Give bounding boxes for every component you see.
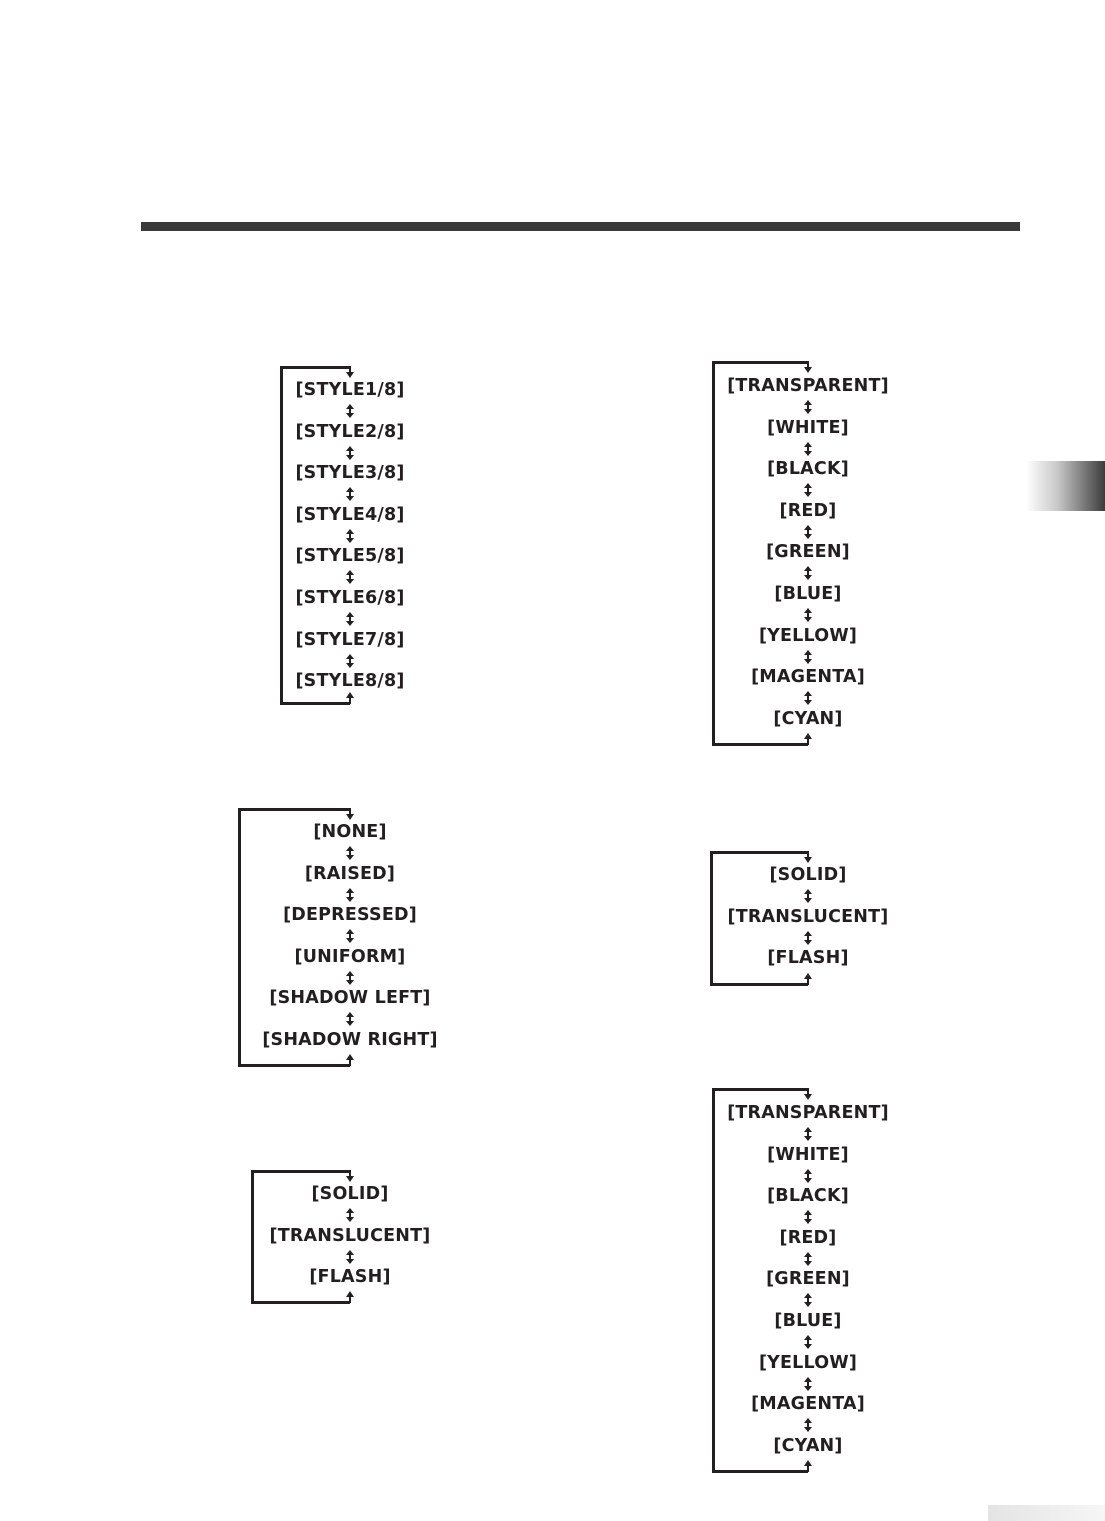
double-arrow-icon [803, 931, 813, 945]
menu-option: [WHITE] [767, 1144, 849, 1165]
double-arrow-icon [345, 654, 355, 668]
menu-option: [BLACK] [767, 1186, 849, 1207]
double-arrow-icon [803, 889, 813, 903]
menu-option: [CYAN] [773, 1435, 843, 1456]
menu-option: [GREEN] [766, 1269, 850, 1290]
option-list [658, 372, 958, 733]
double-arrow-icon [345, 1250, 355, 1264]
double-arrow-icon [803, 650, 813, 664]
menu-option: [MAGENTA] [751, 1394, 865, 1415]
menu-option: [SHADOW LEFT] [269, 988, 431, 1009]
menu-option: [RAISED] [304, 863, 396, 884]
menu-option: [RED] [779, 500, 837, 521]
menu-option: [YELLOW] [758, 625, 858, 646]
menu-option: [BLUE] [774, 1310, 842, 1331]
option-list [200, 1180, 500, 1291]
menu-option: [GREEN] [766, 542, 850, 563]
menu-option: [MAGENTA] [751, 667, 865, 688]
menu-option: [STYLE5/8] [295, 546, 405, 567]
double-arrow-icon [803, 1169, 813, 1183]
menu-option: [YELLOW] [758, 1352, 858, 1373]
double-arrow-icon [345, 612, 355, 626]
menu-option: [WHITE] [767, 417, 849, 438]
menu-option: [STYLE1/8] [295, 380, 405, 400]
option-list [658, 1099, 958, 1460]
double-arrow-icon [803, 483, 813, 497]
option-list [200, 376, 500, 695]
menu-option: [STYLE7/8] [295, 629, 405, 650]
double-arrow-icon [803, 1335, 813, 1349]
double-arrow-icon [345, 404, 355, 418]
double-arrow-icon [803, 400, 813, 414]
menu-option: [BLUE] [774, 583, 842, 604]
cycle-return-arrow-icon [803, 973, 813, 985]
menu-option: [TRANSPARENT] [727, 1103, 889, 1123]
double-arrow-icon [803, 1127, 813, 1141]
double-arrow-icon [345, 446, 355, 460]
option-list [658, 861, 958, 972]
menu-option: [TRANSLUCENT] [269, 1225, 431, 1246]
double-arrow-icon [803, 525, 813, 539]
menu-option: [UNIFORM] [294, 946, 406, 967]
double-arrow-icon [803, 566, 813, 580]
menu-option: [BLACK] [767, 459, 849, 480]
cycle-return-arrow-icon [345, 1291, 355, 1303]
menu-option: [CYAN] [773, 708, 843, 729]
menu-option: [STYLE8/8] [295, 671, 405, 692]
double-arrow-icon [345, 846, 355, 860]
option-list [200, 818, 500, 1054]
double-arrow-icon [803, 1252, 813, 1266]
double-arrow-icon [803, 1210, 813, 1224]
menu-option: [STYLE2/8] [295, 421, 405, 442]
double-arrow-icon [803, 1377, 813, 1391]
menu-option: [STYLE6/8] [295, 587, 405, 608]
menu-option: [STYLE4/8] [295, 504, 405, 525]
cycle-return-arrow-icon [803, 1460, 813, 1472]
cycle-return-arrow-icon [345, 1054, 355, 1066]
chapter-tab [1026, 461, 1105, 511]
double-arrow-icon [803, 1418, 813, 1432]
menu-option: [TRANSLUCENT] [727, 906, 889, 927]
cycle-return-arrow-icon [803, 733, 813, 745]
double-arrow-icon [345, 1208, 355, 1222]
page-number-tab [988, 1505, 1105, 1521]
double-arrow-icon [345, 929, 355, 943]
menu-option: [FLASH] [309, 1267, 391, 1288]
double-arrow-icon [345, 971, 355, 985]
double-arrow-icon [345, 487, 355, 501]
menu-option: [SHADOW RIGHT] [262, 1029, 438, 1050]
double-arrow-icon [345, 1012, 355, 1026]
double-arrow-icon [345, 570, 355, 584]
double-arrow-icon [803, 608, 813, 622]
menu-option: [NONE] [313, 822, 387, 842]
menu-option: [STYLE3/8] [295, 463, 405, 484]
header-rule [141, 222, 1020, 231]
menu-option: [SOLID] [311, 1184, 389, 1204]
menu-option: [TRANSPARENT] [727, 376, 889, 396]
menu-option: [FLASH] [767, 948, 849, 969]
double-arrow-icon [345, 529, 355, 543]
double-arrow-icon [803, 1293, 813, 1307]
double-arrow-icon [345, 888, 355, 902]
double-arrow-icon [803, 442, 813, 456]
double-arrow-icon [803, 691, 813, 705]
menu-option: [DEPRESSED] [283, 905, 417, 926]
menu-option: [SOLID] [769, 865, 847, 885]
menu-option: [RED] [779, 1227, 837, 1248]
